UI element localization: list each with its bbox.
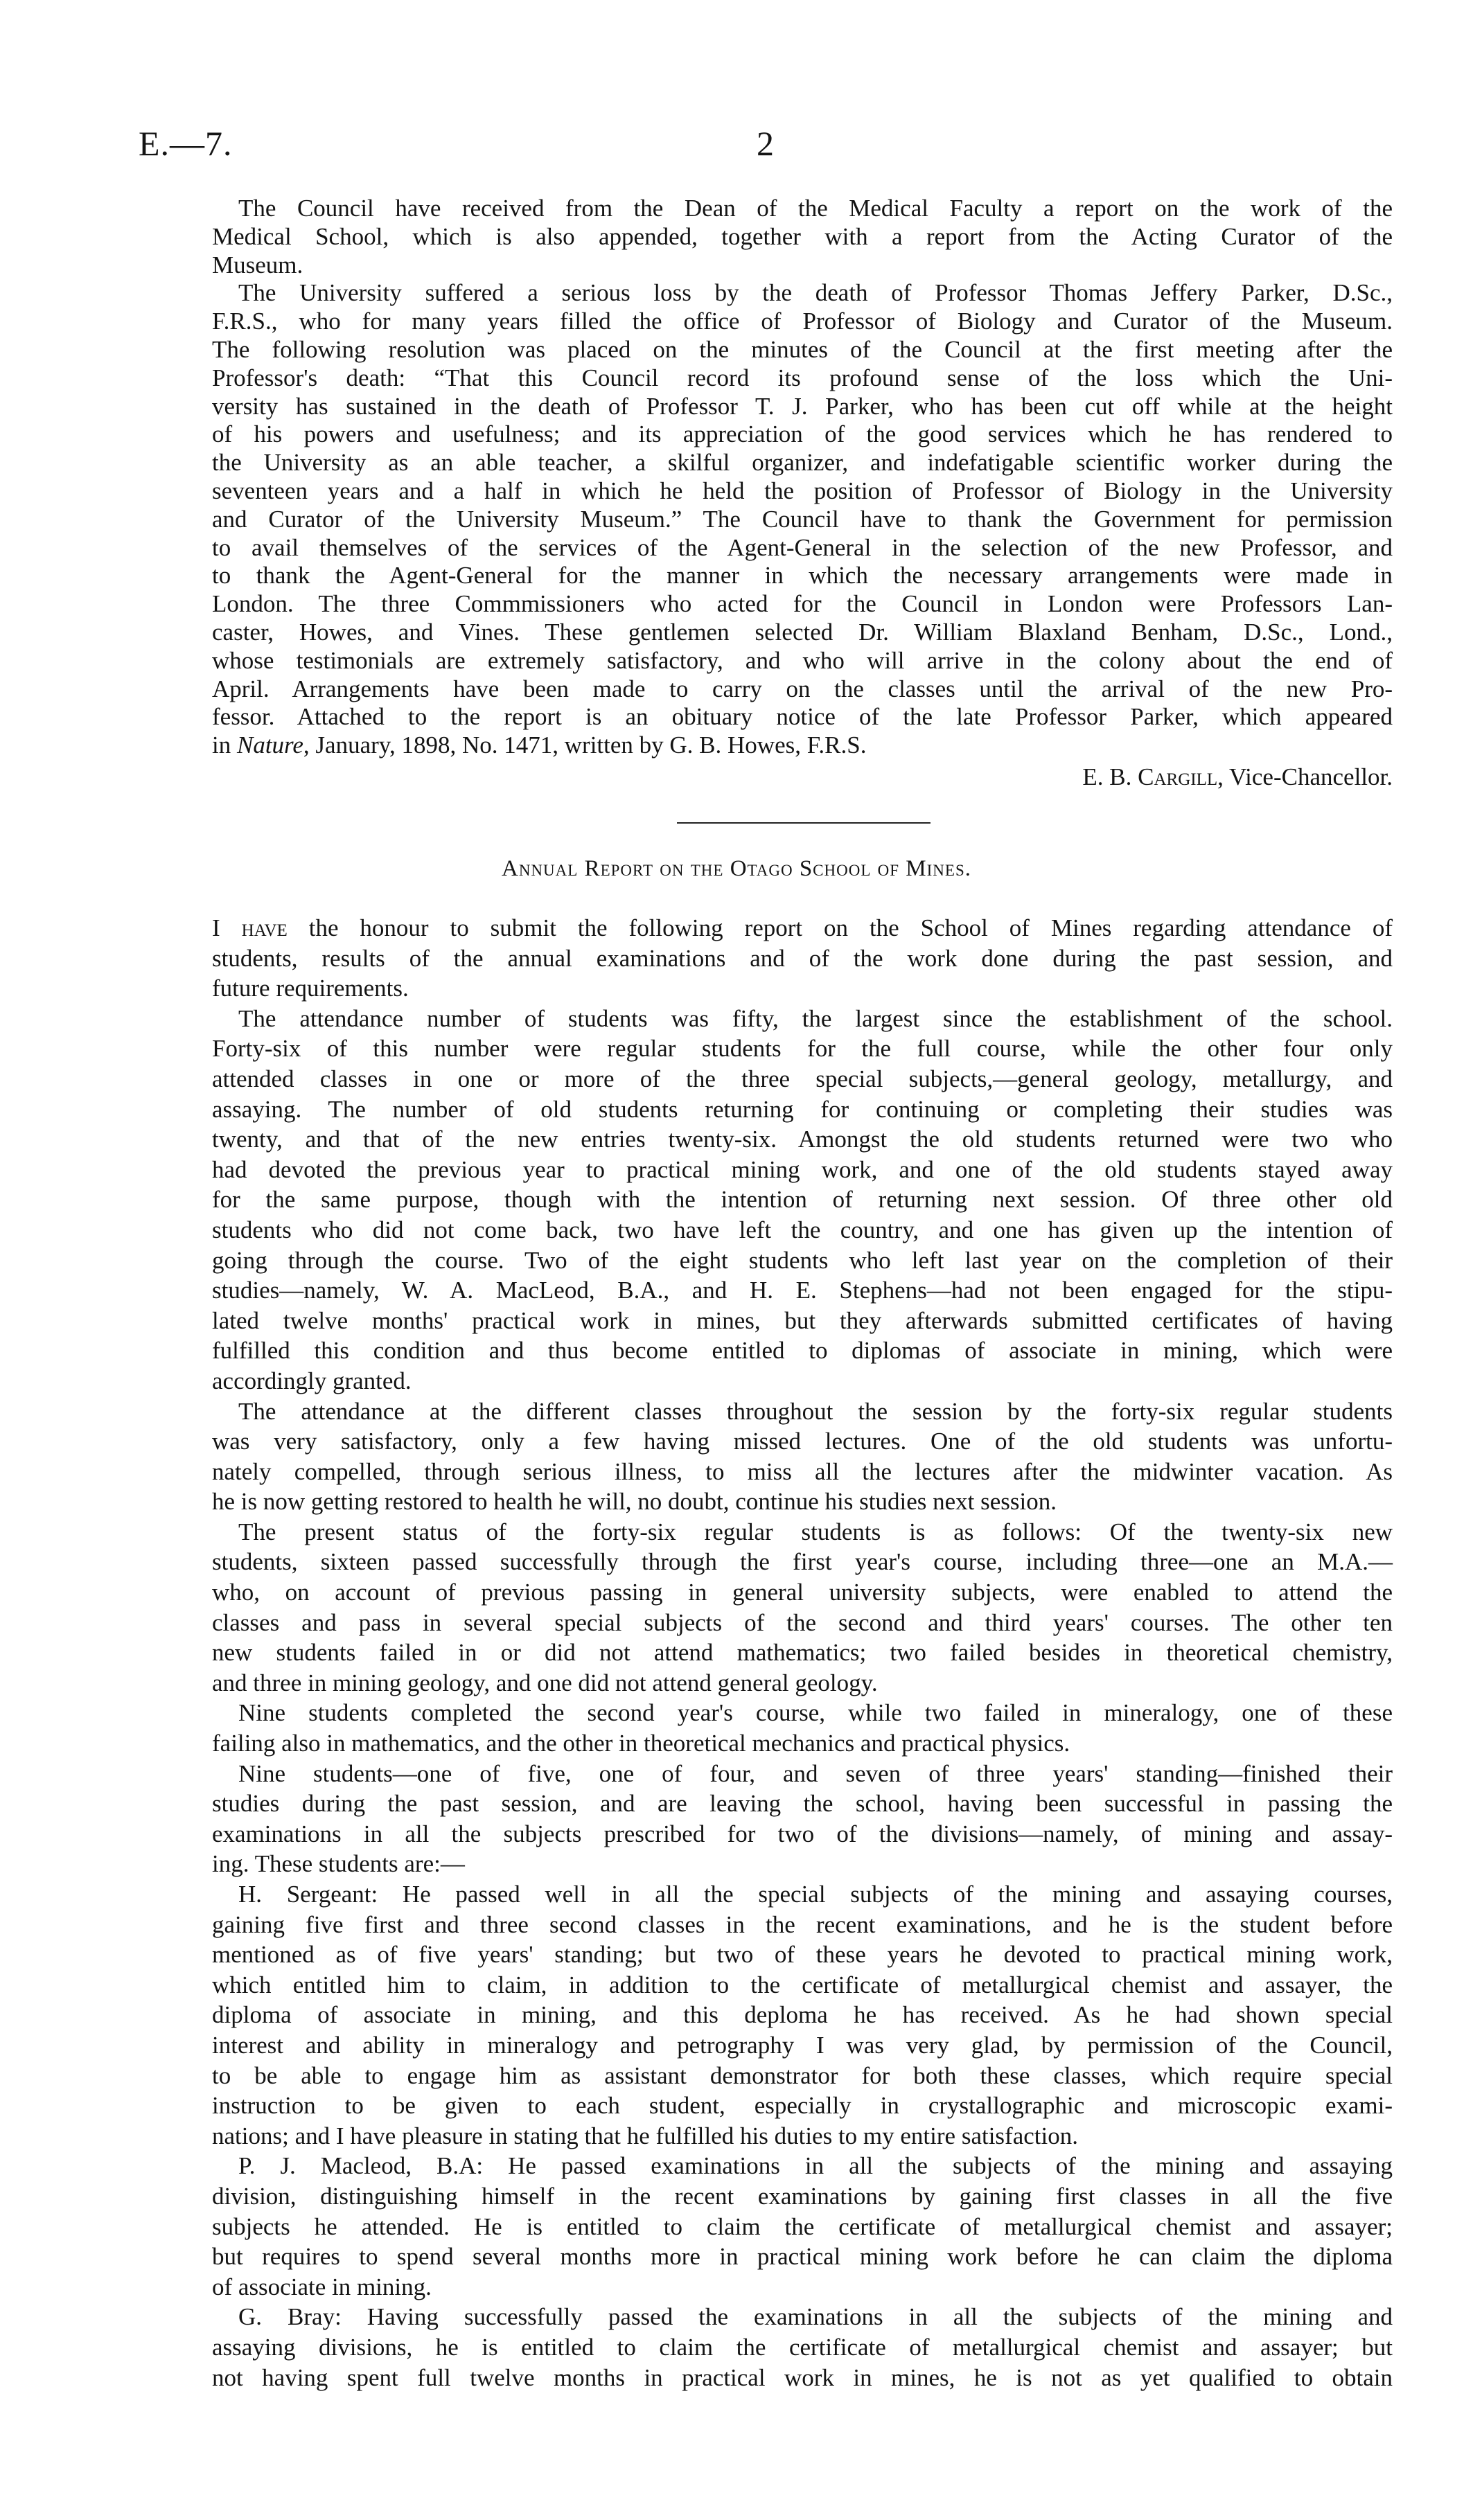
text-line: division, distinguishing himself in the recent examinations by gaining first classes in all the five — [212, 2182, 1393, 2210]
text-line: The University suffered a serious loss by the death of Professor Thomas Jeffery Parker, D.Sc., — [238, 279, 1393, 307]
text-line: diploma of associate in mining, and this deploma he has received. As he had shown special — [212, 2001, 1393, 2029]
text-segment: I — [212, 914, 242, 941]
text-line: attended classes in one or more of the three special subjects,—general geology, metallurgy, and — [212, 1065, 1393, 1092]
text-line: versity has sustained in the death of Professor T. J. Parker, who has been cut off while at the height — [212, 392, 1393, 420]
text-line: not having spent full twelve months in practical work in mines, he is not as yet qualified to obtain — [212, 2363, 1393, 2391]
text-line: April. Arrangements have been made to carry on the classes until the arrival of the new Pro- — [212, 675, 1393, 702]
text-line: Forty-six of this number were regular students for the full course, while the other four only — [212, 1035, 1393, 1063]
text-line: The Council have received from the Dean of the Medical Faculty a report on the work of the — [238, 195, 1393, 222]
text-line: The following resolution was placed on the minutes of the Council at the first meeting after the — [212, 335, 1393, 363]
paragraph — [212, 2302, 1393, 2393]
text-line: assaying divisions, he is entitled to claim the certificate of metallurgical chemist and assayer; but — [212, 2333, 1393, 2361]
text-line: and Curator of the University Museum.” The Council have to thank the Government for permission — [212, 505, 1393, 533]
paragraph — [212, 1879, 1393, 2151]
paragraph — [212, 279, 1393, 760]
section-title: Annual Report on the Otago School of Mines. — [501, 856, 971, 881]
italic-text: Nature — [236, 731, 303, 759]
text-line: Museum. — [212, 251, 303, 278]
text-line — [212, 913, 1393, 943]
page-number: 2 — [757, 124, 774, 163]
text-line: caster, Howes, and Vines. These gentlemen selected Dr. William Blaxland Benham, D.Sc., Lond., — [212, 618, 1393, 646]
text-line: new students failed in or did not attend mathematics; two failed besides in theoretical chemistry, — [212, 1639, 1393, 1667]
text-line: examinations in all the subjects prescribed for two of the divisions—namely, of mining and assay- — [212, 1820, 1393, 1847]
text-line: was very satisfactory, only a few having missed lectures. One of the old students was unfortu- — [212, 1428, 1393, 1455]
text-line: ing. These students are:— — [212, 1850, 465, 1878]
text-line — [212, 731, 1393, 760]
text-line: students, results of the annual examinations and of the work done during the past session, and — [212, 944, 1393, 972]
signature-initials: E. B. — [1082, 763, 1138, 790]
text-line: H. Sergeant: He passed well in all the special subjects of the mining and assaying courses, — [238, 1881, 1393, 1908]
text-line: had devoted the previous year to practical mining work, and one of the old students stayed away — [212, 1155, 1393, 1183]
text-line: interest and ability in mineralogy and petrography I was very glad, by permission of the Council, — [212, 2031, 1393, 2059]
text-line: The attendance at the different classes throughout the session by the forty-six regular students — [238, 1397, 1393, 1425]
paragraph — [212, 1004, 1393, 1396]
paragraph — [212, 1759, 1393, 1879]
text-line: failing also in mathematics, and the other in theoretical mechanics and practical physics. — [212, 1730, 1070, 1757]
text-line: for the same purpose, though with the intention of returning next session. Of three other old — [212, 1186, 1393, 1214]
text-line: nations; and I have pleasure in stating that he fulfilled his duties to my entire satisfaction. — [212, 2122, 1078, 2149]
text-line: but requires to spend several months more in practical mining work before he can claim the diploma — [212, 2243, 1393, 2271]
text-line: future requirements. — [212, 975, 409, 1002]
text-line: The present status of the forty-six regular students is as follows: Of the twenty-six new — [238, 1518, 1393, 1545]
text-line: of associate in mining. — [212, 2273, 432, 2300]
text-line: and three in mining geology, and one did not attend general geology. — [212, 1669, 878, 1696]
text-segment: in — [212, 731, 237, 759]
text-line: P. J. Macleod, B.A: He passed examinations in all the subjects of the mining and assaying — [238, 2152, 1393, 2180]
text-line: gaining five first and three second classes in the recent examinations, and he is the student before — [212, 1910, 1393, 1938]
text-line: fessor. Attached to the report is an obituary notice of the late Professor Parker, which appeared — [212, 703, 1393, 731]
text-line: students, sixteen passed successfully through the first year's course, including three—one an M.A.— — [212, 1548, 1393, 1576]
paragraph — [212, 913, 1393, 1004]
text-line: Nine students—one of five, one of four, and seven of three years' standing—finished their — [238, 1759, 1393, 1787]
school-of-mines-report-section — [212, 913, 1393, 2393]
text-line: Nine students completed the second year's course, while two failed in mineralogy, one of these — [238, 1699, 1393, 1727]
text-line: subjects he attended. He is entitled to claim the certificate of metallurgical chemist and assayer; — [212, 2212, 1393, 2240]
text-line: fulfilled this condition and thus become entitled to diplomas of associate in mining, which were — [212, 1337, 1393, 1365]
text-line: to thank the Agent-General for the manner in which the necessary arrangements were made in — [212, 562, 1393, 589]
text-line: the University as an able teacher, a skilful organizer, and indefatigable scientific worker during the — [212, 449, 1393, 477]
text-line: instruction to be given to each student, especially in crystallographic and microscopic exami- — [212, 2092, 1393, 2120]
text-line: of his powers and usefulness; and its appreciation of the good services which he has rendered to — [212, 420, 1393, 448]
text-line: mentioned as of five years' standing; but two of these years he devoted to practical mining work, — [212, 1941, 1393, 1969]
text-line: G. Bray: Having successfully passed the examinations in all the subjects of the mining and — [238, 2303, 1393, 2331]
signature-title: , Vice-Chancellor. — [1217, 763, 1393, 790]
signature — [1082, 763, 1393, 791]
paragraph — [212, 1698, 1393, 1758]
paragraph — [212, 2151, 1393, 2302]
text-line: he is now getting restored to health he will, no doubt, continue his studies next session. — [212, 1488, 1057, 1516]
text-line: to be able to engage him as assistant demonstrator for both these classes, which require special — [212, 2061, 1393, 2089]
text-line: students who did not come back, two have left the country, and one has given up the intention of — [212, 1216, 1393, 1243]
council-report-section — [212, 195, 1393, 760]
text-line: classes and pass in several special subjects of the second and third years' courses. The other ten — [212, 1608, 1393, 1636]
document-reference: E.—7. — [139, 124, 233, 163]
text-line: to avail themselves of the services of the Agent-General in the selection of the new Professor, and — [212, 533, 1393, 561]
text-line: seventeen years and a half in which he held the position of Professor of Biology in the University — [212, 477, 1393, 504]
section-divider — [677, 822, 930, 824]
text-line: F.R.S., who for many years filled the office of Professor of Biology and Curator of the Museum. — [212, 308, 1393, 335]
text-line: which entitled him to claim, in addition to the certificate of metallurgical chemist and assayer, the — [212, 1971, 1393, 1998]
paragraph — [212, 1396, 1393, 1517]
text-line: whose testimonials are extremely satisfactory, and who will arrive in the colony about the end of — [212, 646, 1393, 674]
text-line: studies—namely, W. A. MacLeod, B.A., and H. E. Stephens—had not been engaged for the stipu- — [212, 1277, 1393, 1304]
text-line: Medical School, which is also appended, together with a report from the Acting Curator of the — [212, 222, 1393, 250]
text-line: lated twelve months' practical work in mines, but they afterwards submitted certificates of having — [212, 1306, 1393, 1334]
text-line: twenty, and that of the new entries twenty-six. Amongst the old students returned were two who — [212, 1126, 1393, 1153]
text-line: The attendance number of students was fifty, the largest since the establishment of the school. — [238, 1004, 1393, 1032]
text-line: Professor's death: “That this Council record its profound sense of the loss which the Uni- — [212, 364, 1393, 391]
paragraph — [212, 195, 1393, 279]
text-line: accordingly granted. — [212, 1367, 412, 1394]
small-caps-text: have — [241, 914, 288, 941]
text-line: London. The three Commmissioners who acted for the Council in London were Professors Lan- — [212, 590, 1393, 618]
text-line: assaying. The number of old students returning for continuing or completing their studies was — [212, 1095, 1393, 1123]
text-segment: the honour to submit the following report on the School of Mines regarding attendance of — [287, 914, 1393, 941]
signature-name: Cargill — [1138, 763, 1218, 790]
text-line: nately compelled, through serious illness, to miss all the lectures after the midwinter vacation. As — [212, 1457, 1393, 1485]
paragraph — [212, 1517, 1393, 1698]
text-segment: , January, 1898, No. 1471, written by G. B. Howes, F.R.S. — [303, 731, 867, 759]
text-line: who, on account of previous passing in general university subjects, were enabled to attend the — [212, 1579, 1393, 1606]
text-line: studies during the past session, and are leaving the school, having been successful in passing the — [212, 1790, 1393, 1818]
text-line: going through the course. Two of the eight students who left last year on the completion of their — [212, 1246, 1393, 1274]
